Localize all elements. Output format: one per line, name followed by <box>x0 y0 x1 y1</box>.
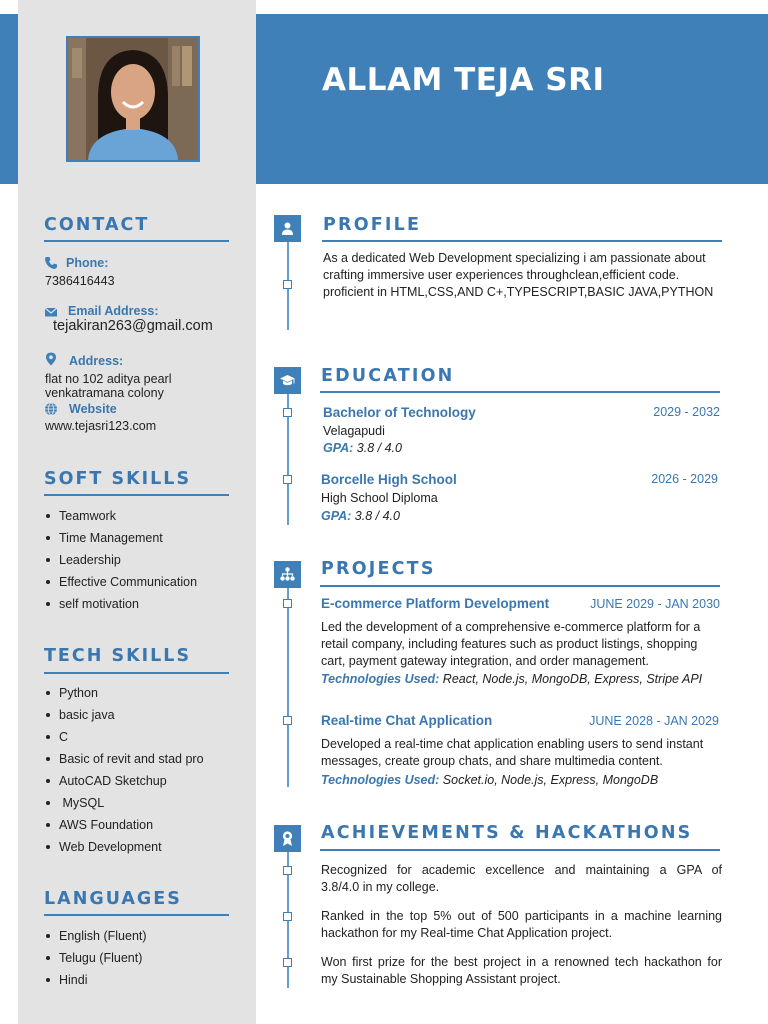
profile-divider <box>322 240 722 242</box>
education-dates: 2026 - 2029 <box>651 472 718 486</box>
project-description <box>321 736 721 770</box>
list-item: Effective Communication <box>45 571 197 593</box>
gpa-value: 3.8 / 4.0 <box>351 509 400 523</box>
list-item: Basic of revit and stad pro <box>45 748 204 770</box>
phone-icon <box>44 256 58 270</box>
description-line: retail company, including features such as product listings, shopping <box>321 637 698 651</box>
achievements-divider <box>320 849 720 851</box>
list-item: Leadership <box>45 549 197 571</box>
award-icon <box>274 825 301 852</box>
achievement-line: Recognized for academic excellence and maintaining a GPA of <box>321 863 722 877</box>
list-item: basic java <box>45 704 204 726</box>
email-value[interactable]: tejakiran263@gmail.com <box>53 318 213 334</box>
tech-skills-heading: TECH SKILLS <box>44 646 192 666</box>
achievement-line: hackathon for my Real-time Chat Application project. <box>321 926 613 940</box>
soft-skills-divider <box>44 494 229 496</box>
technologies-value: React, Node.js, MongoDB, Express, Stripe API <box>439 672 703 686</box>
globe-icon <box>44 402 58 416</box>
education-institution: Velagapudi <box>323 424 385 438</box>
profile-line: crafting immersive user experiences throughclean,efficient code. <box>323 268 680 282</box>
location-pin-icon <box>44 352 58 366</box>
achievement-item <box>321 954 722 988</box>
profile-line: As a dedicated Web Development specializing i am passionate about <box>323 251 706 265</box>
description-line: messages, create group chats, and share multimedia content. <box>321 754 663 768</box>
phone-value: 7386416443 <box>45 274 115 288</box>
achievement-item <box>321 908 722 942</box>
achievement-line: Won first prize for the best project in a renowned tech hackathon for <box>321 955 722 969</box>
profile-heading: PROFILE <box>323 215 422 235</box>
description-line: Led the development of a comprehensive e-commerce platform for a <box>321 620 701 634</box>
languages-divider <box>44 914 229 916</box>
list-item: self motivation <box>45 593 197 615</box>
education-gpa <box>323 441 402 455</box>
project-technologies <box>321 773 658 787</box>
tech-skills-divider <box>44 672 229 674</box>
achievement-item <box>321 862 722 896</box>
soft-skills-heading: SOFT SKILLS <box>44 469 192 489</box>
languages-list <box>45 925 147 991</box>
languages-heading: LANGUAGES <box>44 889 182 909</box>
project-title: Real-time Chat Application <box>321 713 493 728</box>
email-label: Email Address: <box>68 304 159 318</box>
project-dates: JUNE 2029 - JAN 2030 <box>590 597 720 611</box>
candidate-name: ALLAM TEJA SRI <box>322 62 605 98</box>
list-item: MySQL <box>45 792 204 814</box>
timeline-node <box>283 408 292 417</box>
project-description <box>321 619 721 670</box>
profile-photo <box>66 36 200 162</box>
phone-label: Phone: <box>66 256 109 270</box>
address-line-1: flat no 102 aditya pearl <box>45 372 172 386</box>
projects-heading: PROJECTS <box>321 559 436 579</box>
education-gpa <box>321 509 400 523</box>
contact-divider <box>44 240 229 242</box>
list-item: Web Development <box>45 836 204 858</box>
list-item: Telugu (Fluent) <box>45 947 147 969</box>
education-institution: High School Diploma <box>321 491 438 505</box>
education-heading: EDUCATION <box>321 366 455 386</box>
list-item: English (Fluent) <box>45 925 147 947</box>
list-item: C <box>45 726 204 748</box>
gpa-label: GPA: <box>323 441 354 455</box>
timeline-node <box>283 599 292 608</box>
technologies-label: Technologies Used: <box>321 672 440 686</box>
timeline-node <box>283 866 292 875</box>
achievements-heading: ACHIEVEMENTS & HACKATHONS <box>321 823 693 843</box>
website-label: Website <box>69 402 117 416</box>
project-technologies <box>321 672 702 686</box>
address-label: Address: <box>69 354 124 368</box>
timeline-node <box>283 716 292 725</box>
timeline-node <box>283 958 292 967</box>
project-dates: JUNE 2028 - JAN 2029 <box>589 714 719 728</box>
graduation-cap-icon <box>274 367 301 394</box>
timeline-node <box>283 280 292 289</box>
projects-divider <box>320 585 720 587</box>
education-timeline <box>287 380 289 525</box>
list-item: Python <box>45 682 204 704</box>
contact-heading: CONTACT <box>44 215 150 235</box>
description-line: cart, payment gateway integration, and order management. <box>321 654 649 668</box>
technologies-value: Socket.io, Node.js, Express, MongoDB <box>439 773 659 787</box>
list-item: Hindi <box>45 969 147 991</box>
address-line-2: venkatramana colony <box>45 386 164 400</box>
person-icon <box>274 215 301 242</box>
list-item: Time Management <box>45 527 197 549</box>
description-line: Developed a real-time chat application enabling users to send instant <box>321 737 704 751</box>
achievement-line: Ranked in the top 5% out of 500 participants in a machine learning <box>321 909 722 923</box>
profile-summary <box>323 250 713 301</box>
website-value[interactable]: www.tejasri123.com <box>45 419 157 433</box>
list-item: AWS Foundation <box>45 814 204 836</box>
mail-icon <box>44 305 58 319</box>
technologies-label: Technologies Used: <box>321 773 440 787</box>
achievement-line: my Sustainable Shopping Assistant project. <box>321 972 561 986</box>
education-dates: 2029 - 2032 <box>653 405 720 419</box>
network-icon <box>274 561 301 588</box>
timeline-node <box>283 912 292 921</box>
timeline-node <box>283 475 292 484</box>
gpa-value: 3.8 / 4.0 <box>353 441 402 455</box>
list-item: Teamwork <box>45 505 197 527</box>
project-title: E-commerce Platform Development <box>321 596 550 611</box>
list-item: AutoCAD Sketchup <box>45 770 204 792</box>
education-title: Borcelle High School <box>321 472 457 487</box>
profile-line: proficient in HTML,CSS,AND C+,TYPESCRIPT,BASIC JAVA,PYTHON <box>323 285 714 299</box>
education-title: Bachelor of Technology <box>323 405 476 420</box>
education-divider <box>320 391 720 393</box>
gpa-label: GPA: <box>321 509 352 523</box>
tech-skills-list <box>45 682 204 858</box>
soft-skills-list <box>45 505 197 615</box>
achievement-line: 3.8/4.0 in my college. <box>321 880 440 894</box>
